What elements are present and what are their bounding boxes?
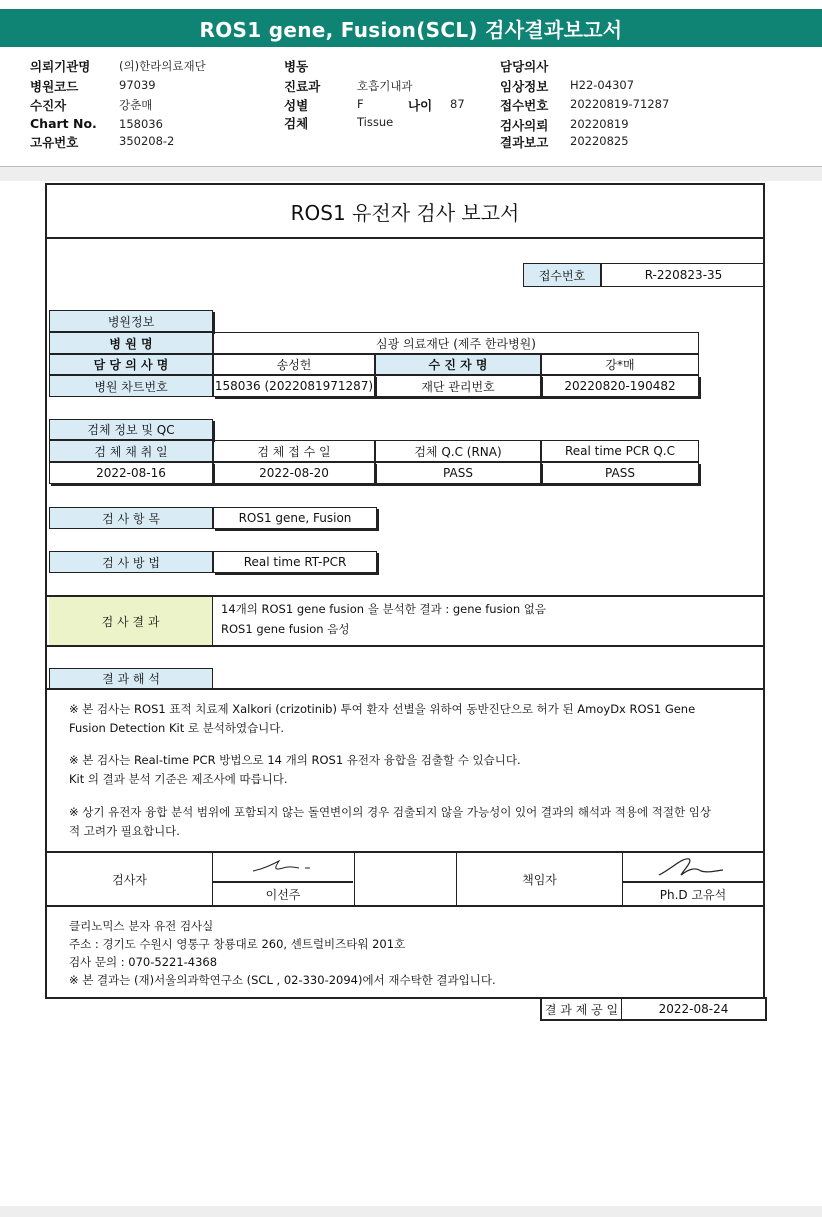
interpretation-line: 적 고려가 필요합니다. bbox=[69, 824, 180, 838]
chart-number-value: 158036 (2022081971287) bbox=[213, 375, 375, 397]
header-value: 158036 bbox=[119, 117, 163, 131]
result-label: 검 사 결 과 bbox=[49, 597, 213, 645]
header-value: 강춘매 bbox=[119, 98, 153, 112]
responsible-name: Ph.D 고유석 bbox=[659, 887, 727, 902]
foundation-number-value: 20220820-190482 bbox=[541, 375, 699, 397]
interpretation-line: ※ 본 검사는 ROS1 표적 치료제 Xalkori (crizotinib) 투여 환자 선별을 위하여 동반진단으로 허가 된 AmoyDx ROS1 Gene bbox=[69, 702, 696, 716]
responsible-divider bbox=[623, 881, 763, 883]
specimen-header: 검 체 채 취 일 bbox=[49, 440, 213, 462]
header-label: Chart No. bbox=[30, 116, 97, 131]
lab-info-line: 주소 : 경기도 수원시 영통구 창룡대로 260, 센트럴비즈타워 201호 bbox=[69, 937, 406, 951]
header-value: F bbox=[357, 97, 364, 111]
responsible-signature-icon bbox=[623, 853, 763, 883]
result-line: ROS1 gene fusion 음성 bbox=[221, 622, 350, 636]
specimen-value: 2022-08-20 bbox=[213, 462, 375, 484]
interpretation-line: Kit 의 결과 분석 기준은 제조사에 따릅니다. bbox=[69, 772, 288, 786]
patient-header bbox=[0, 50, 822, 167]
header-label: 의뢰기관명 bbox=[30, 59, 91, 74]
header-value: 97039 bbox=[119, 78, 156, 92]
header-label: 결과보고 bbox=[500, 135, 549, 150]
specimen-header: 검체 Q.C (RNA) bbox=[375, 440, 541, 462]
report-banner-title: ROS1 gene, Fusion(SCL) 검사결과보고서 bbox=[0, 9, 822, 47]
header-label: 성별 bbox=[284, 98, 309, 113]
header-value: 350208-2 bbox=[119, 134, 175, 148]
test-item-label: 검 사 항 목 bbox=[49, 507, 213, 529]
interpretation-top-rule bbox=[47, 688, 763, 690]
responsible-label: 책임자 bbox=[457, 853, 623, 905]
age-label: 나이 bbox=[408, 98, 433, 113]
result-line: 14개의 ROS1 gene fusion 을 분석한 결과 : gene fusion 없음 bbox=[221, 602, 546, 616]
bottom-band bbox=[0, 1206, 822, 1217]
test-item-value: ROS1 gene, Fusion bbox=[213, 507, 377, 529]
header-value: 20220819-71287 bbox=[570, 97, 670, 111]
header-value: Tissue bbox=[357, 115, 394, 129]
interpretation-section-label: 결 과 해 석 bbox=[49, 668, 213, 688]
issue-date-value: 2022-08-24 bbox=[622, 997, 767, 1021]
doctor-label: 담 당 의 사 명 bbox=[49, 354, 213, 375]
specimen-value: PASS bbox=[375, 462, 541, 484]
doctor-value: 송성헌 bbox=[213, 354, 375, 375]
header-label: 접수번호 bbox=[500, 98, 549, 113]
header-value: H22-04307 bbox=[570, 78, 635, 92]
tester-label: 검사자 bbox=[47, 853, 213, 905]
signature-bottom-rule bbox=[47, 905, 763, 907]
receipt-label: 접수번호 bbox=[523, 263, 601, 287]
responsible-signature-box bbox=[623, 853, 763, 905]
header-label: 임상정보 bbox=[500, 79, 549, 94]
header-label: 담당의사 bbox=[500, 59, 549, 74]
age-value: 87 bbox=[450, 97, 465, 111]
interpretation-line: ※ 본 검사는 Real-time PCR 방법으로 14 개의 ROS1 유전자 융합을 검출할 수 있습니다. bbox=[69, 753, 521, 767]
foundation-number-label: 재단 관리번호 bbox=[375, 375, 541, 397]
specimen-header: Real time PCR Q.C bbox=[541, 440, 699, 462]
header-label: 병원코드 bbox=[30, 79, 79, 94]
test-method-value: Real time RT-PCR bbox=[213, 551, 377, 573]
header-value: 호흡기내과 bbox=[357, 79, 413, 93]
tester-divider bbox=[213, 881, 353, 883]
interpretation-line: Fusion Detection Kit 로 분석하였습니다. bbox=[69, 721, 285, 735]
patient-label: 수 진 자 명 bbox=[375, 354, 541, 375]
scanned-report bbox=[45, 183, 765, 999]
separator-band bbox=[0, 167, 822, 181]
specimen-header: 검 체 접 수 일 bbox=[213, 440, 375, 462]
lab-info-line: ※ 본 결과는 (재)서울의과학연구소 (SCL , 02-330-2094)에서 재수탁한 결과입니다. bbox=[69, 973, 496, 987]
header-label: 수진자 bbox=[30, 98, 67, 113]
header-value: 20220825 bbox=[570, 134, 629, 148]
header-value: 20220819 bbox=[570, 117, 629, 131]
report-title: ROS1 유전자 검사 보고서 bbox=[47, 185, 763, 239]
header-value: (의)한라의료재단 bbox=[119, 59, 206, 73]
patient-value: 강*매 bbox=[541, 354, 699, 375]
issue-date-label: 결 과 제 공 일 bbox=[540, 997, 622, 1021]
hospital-section-label: 병원정보 bbox=[49, 310, 213, 332]
chart-number-label: 병원 차트번호 bbox=[49, 375, 213, 397]
specimen-value: PASS bbox=[541, 462, 699, 484]
tester-name: 이선주 bbox=[265, 887, 301, 902]
header-label: 병동 bbox=[284, 59, 309, 74]
receipt-value: R-220823-35 bbox=[601, 263, 765, 287]
header-label: 진료과 bbox=[284, 79, 321, 94]
interpretation-line: ※ 상기 유전자 융합 분석 범위에 포함되지 않는 돌연변이의 경우 검출되지 않을 가능성이 있어 결과의 해석과 적용에 적절한 임상 bbox=[69, 805, 711, 819]
specimen-section-label: 검체 정보 및 QC bbox=[49, 419, 213, 440]
header-label: 검체 bbox=[284, 116, 309, 131]
header-label: 검사의뢰 bbox=[500, 118, 549, 133]
tester-signature-icon bbox=[213, 853, 355, 883]
tester-signature-box bbox=[213, 853, 355, 905]
lab-info-line: 검사 문의 : 070-5221-4368 bbox=[69, 955, 218, 969]
hospital-name-value: 심광 의료재단 (제주 한라병원) bbox=[213, 332, 699, 354]
result-bottom-rule bbox=[47, 645, 763, 647]
blank-signature-cell bbox=[355, 853, 457, 905]
header-label: 고유번호 bbox=[30, 135, 79, 150]
test-method-label: 검 사 방 법 bbox=[49, 551, 213, 573]
hospital-name-label: 병 원 명 bbox=[49, 332, 213, 354]
lab-info-line: 클리노믹스 분자 유전 검사실 bbox=[69, 919, 214, 933]
specimen-value: 2022-08-16 bbox=[49, 462, 213, 484]
